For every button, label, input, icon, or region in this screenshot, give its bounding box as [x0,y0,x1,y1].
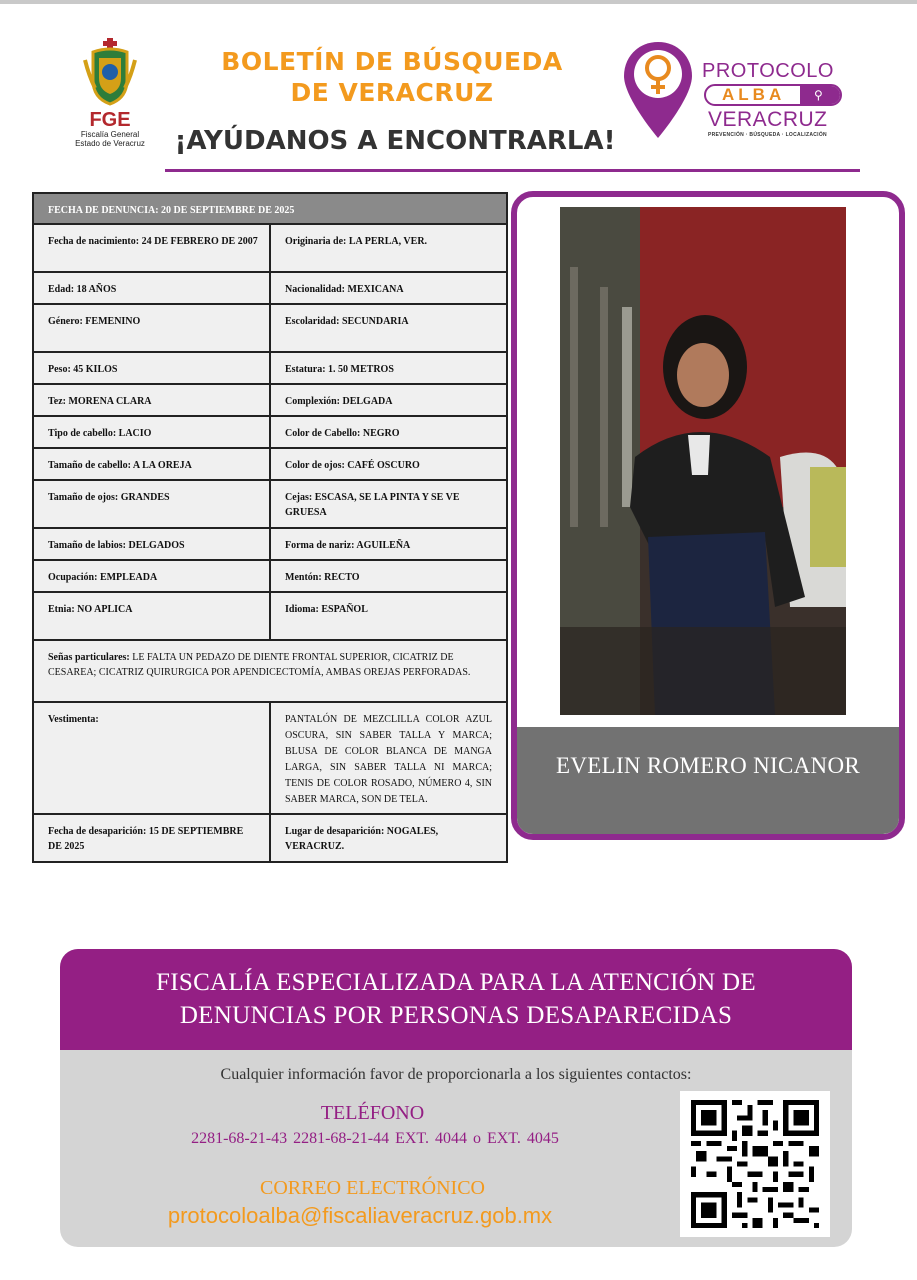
table-cell: Color de Cabello: NEGRO [285,428,400,439]
fiscalia-heading [60,949,852,1050]
protocolo-alba-logo [620,38,850,148]
table-cell: Etnia: NO APLICA [34,593,271,639]
table-row [34,593,506,641]
email-address[interactable]: protocoloalba@fiscaliaveracruz.gob.mx [167,1203,553,1228]
table-row [34,529,506,561]
alba-protocolo-text: PROTOCOLO [702,60,834,82]
table-row [34,385,506,417]
table-cell: Estatura: 1. 50 METROS [285,364,394,375]
table-row [34,225,506,273]
senas-label: Señas particulares: [48,652,130,663]
table-cell: Ocupación: EMPLEADA [34,561,271,591]
table-row [34,273,506,305]
fecha-desaparicion: Fecha de desaparición: 15 DE SEPTIEMBRE DE 2025 [34,815,271,861]
vestimenta-label: Vestimenta: [34,703,271,813]
table-cell: Forma de nariz: AGUILEÑA [285,540,411,551]
veracruz-seal-icon [81,36,139,108]
alba-tagline: PREVENCIÓN · BÚSQUEDA · LOCALIZACIÓN [708,132,827,138]
phone-numbers[interactable]: 2281-68-21-43 2281-68-21-44 EXT. 4044 o EXT. 4045 [191,1130,559,1147]
table-cell: Cejas: ESCASA, SE LA PINTA Y SE VE GRUESA [285,492,460,518]
title-line-2: DE VERACRUZ [290,78,494,107]
search-icon: ⚲ [814,88,823,102]
person-name: EVELIN ROMERO NICANOR [555,753,860,778]
header-divider [165,169,860,172]
person-card [511,191,905,840]
location-pin-female-icon [620,38,696,142]
table-cell: Edad: 18 AÑOS [34,273,271,303]
report-date-header: FECHA DE DENUNCIA: 20 DE SEPTIEMBRE DE 2025 [34,194,506,225]
table-cell: Escolaridad: SECUNDARIA [285,316,409,327]
table-cell: Tamaño de labios: DELGADOS [34,529,271,559]
table-cell: Género: FEMENINO [34,305,271,351]
table-row [34,815,506,861]
fiscalia-heading-line-2: DENUNCIAS POR PERSONAS DESAPARECIDAS [179,1002,733,1029]
table-cell: Idioma: ESPAÑOL [285,604,368,615]
table-cell: Nacionalidad: MEXICANA [285,284,404,295]
table-cell: Peso: 45 KILOS [34,353,271,383]
phone-label: TELÉFONO [320,1102,425,1124]
table-row-senas [34,641,506,703]
senas-particulares [34,641,506,701]
fiscalia-heading-line-1: FISCALÍA ESPECIALIZADA PARA LA ATENCIÓN DE [156,969,756,996]
table-cell: Tipo de cabello: LACIO [34,417,271,447]
table-row [34,449,506,481]
table-row [34,561,506,593]
fge-subtitle-2: Estado de Veracruz [75,139,145,148]
email-label: CORREO ELECTRÓNICO [260,1177,485,1199]
bulletin-title [172,46,612,108]
title-line-1: BOLETÍN DE BÚSQUEDA [221,47,563,76]
table-row [34,305,506,353]
table-row [34,481,506,529]
fge-logo [62,36,158,160]
table-row [34,353,506,385]
alba-pill [704,84,842,106]
table-row-vestimenta [34,703,506,815]
fge-acronym: FGE [89,109,131,131]
table-cell: Complexión: DELGADA [285,396,393,407]
contact-box [60,949,852,1247]
alba-text: ALBA [722,85,786,104]
table-cell: Originaria de: LA PERLA, VER. [285,236,428,247]
table-cell: Mentón: RECTO [285,572,360,583]
person-photo [560,207,846,715]
report-table [32,192,508,863]
table-cell: Tez: MORENA CLARA [34,385,271,415]
qr-code-icon[interactable] [680,1091,830,1237]
name-bar [517,727,899,834]
fge-subtitle-1: Fiscalía General [80,130,140,139]
table-cell: Color de ojos: CAFÉ OSCURO [285,460,420,471]
alba-veracruz-text: VERACRUZ [708,108,828,131]
vestimenta-value: PANTALÓN DE MEZCLILLA COLOR AZUL OSCURA, SIN SABER TALLA Y MARCA; BLUSA DE COLOR BLANCA DE MANGA LARGA, SIN SABER TALLA NI MARCA; TENIS DE COLOR ROSADO, NÚMERO 4, SIN SABER MARCA, SON DE TELA. [285,714,492,805]
help-subtitle: ¡AYÚDANOS A ENCONTRARLA! [174,126,616,156]
top-border [0,0,917,4]
table-row [34,417,506,449]
table-cell: Tamaño de ojos: GRANDES [34,481,271,527]
table-cell: Tamaño de cabello: A LA OREJA [34,449,271,479]
contact-info-text: Cualquier información favor de proporcionarla a los siguientes contactos: [220,1066,692,1083]
lugar-desaparicion: Lugar de desaparición: NOGALES, VERACRUZ. [285,826,439,852]
table-cell: Fecha de nacimiento: 24 DE FEBRERO DE 2007 [34,225,271,271]
senas-value: LE FALTA UN PEDAZO DE DIENTE FRONTAL SUPERIOR, CICATRIZ DE CESAREA; CICATRIZ QUIRURGICA POR APENDICECTOMÍA, AMBAS OREJAS PERFORADAS. [48,652,471,678]
